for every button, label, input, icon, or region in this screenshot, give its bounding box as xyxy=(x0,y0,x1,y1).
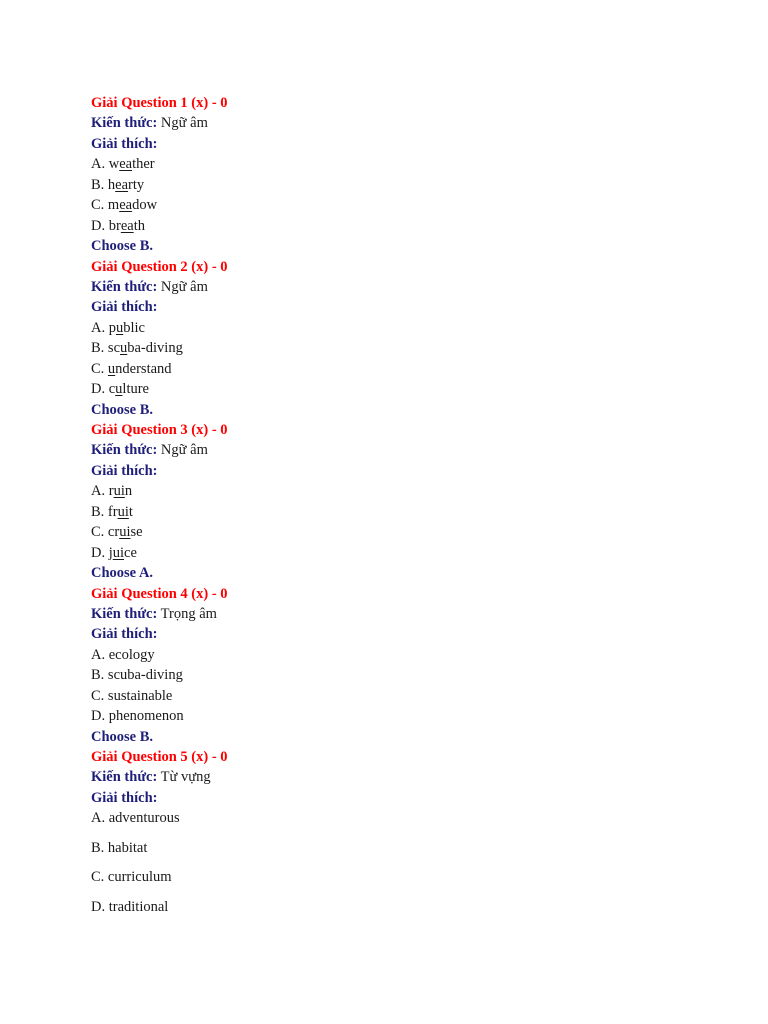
option-text: C. sustainable xyxy=(91,687,173,704)
answer-option xyxy=(91,867,691,897)
question-title: Giải Question 4 (x) - 0 xyxy=(91,585,228,602)
option-text-rest: nderstand xyxy=(115,360,172,377)
answer-option xyxy=(91,175,691,195)
underlined-letters: ea xyxy=(115,176,129,193)
answer-option xyxy=(91,154,691,174)
underlined-letters: u xyxy=(107,360,116,377)
option-text: A. w xyxy=(91,156,120,173)
explain-label: Giải thích: xyxy=(91,299,158,316)
option-text-rest: blic xyxy=(123,319,145,336)
option-text: A. p xyxy=(91,319,116,336)
option-text-rest: n xyxy=(124,483,133,500)
option-text: B. sc xyxy=(91,340,120,357)
option-text-rest: th xyxy=(133,217,145,234)
underlined-letters: ui xyxy=(112,544,125,561)
question-block xyxy=(91,93,691,257)
answer-option xyxy=(91,195,691,215)
option-text: B. scuba-diving xyxy=(91,667,183,684)
option-text-rest: dow xyxy=(132,197,158,214)
underlined-letters: ui xyxy=(119,524,131,541)
answer-option xyxy=(91,502,691,522)
option-text: D. c xyxy=(91,381,116,398)
knowledge-value: Ngữ âm xyxy=(160,442,208,459)
answer-option xyxy=(91,216,691,236)
document-body xyxy=(91,93,691,926)
option-text: C. xyxy=(91,360,108,377)
option-text-rest: t xyxy=(128,503,133,520)
answer-option xyxy=(91,318,691,338)
knowledge-label: Kiến thức: xyxy=(91,115,158,132)
option-text: D. traditional xyxy=(91,898,169,915)
question-block xyxy=(91,420,691,584)
option-text-rest: se xyxy=(130,524,143,541)
answer-option xyxy=(91,543,691,563)
option-text-rest: ther xyxy=(132,156,155,173)
option-text-rest: ce xyxy=(124,544,137,561)
answer-option xyxy=(91,706,691,726)
answer-option xyxy=(91,481,691,501)
option-text: A. adventurous xyxy=(91,810,180,827)
underlined-letters: ui xyxy=(113,483,125,500)
option-text: B. fr xyxy=(91,503,118,520)
underlined-letters: ui xyxy=(117,503,129,520)
knowledge-value: Ngữ âm xyxy=(160,278,208,295)
knowledge-value: Trọng âm xyxy=(160,605,217,622)
question-title: Giải Question 1 (x) - 0 xyxy=(91,95,228,111)
answer-option xyxy=(91,897,691,927)
knowledge-label: Kiến thức: xyxy=(91,605,158,622)
explain-label: Giải thích: xyxy=(91,626,158,643)
answer-choice: Choose B. xyxy=(91,238,154,255)
knowledge-label: Kiến thức: xyxy=(91,278,158,295)
question-block xyxy=(91,584,691,748)
option-text: A. ecology xyxy=(91,646,155,663)
answer-option xyxy=(91,838,691,868)
knowledge-value: Từ vựng xyxy=(160,769,211,786)
underlined-letters: u xyxy=(115,319,124,336)
option-text: D. j xyxy=(91,544,113,561)
answer-option xyxy=(91,379,691,399)
option-text-rest: lture xyxy=(122,381,149,398)
knowledge-label: Kiến thức: xyxy=(91,442,158,459)
option-text: D. br xyxy=(91,217,121,234)
option-text-rest: ba-diving xyxy=(127,340,183,357)
option-text: B. habitat xyxy=(91,839,148,856)
answer-option xyxy=(91,359,691,379)
answer-option xyxy=(91,522,691,542)
option-text: B. h xyxy=(91,176,116,193)
question-title: Giải Question 3 (x) - 0 xyxy=(91,422,228,438)
question-title: Giải Question 5 (x) - 0 xyxy=(91,749,228,765)
option-text: C. m xyxy=(91,197,120,214)
answer-option xyxy=(91,665,691,685)
knowledge-line xyxy=(91,604,691,624)
answer-choice: Choose A. xyxy=(91,565,154,582)
underlined-letters: ea xyxy=(119,156,133,173)
underlined-letters: u xyxy=(115,381,123,398)
explain-label: Giải thích: xyxy=(91,789,158,806)
explain-label: Giải thích: xyxy=(91,135,158,152)
question-block xyxy=(91,257,691,421)
answer-choice: Choose B. xyxy=(91,401,154,418)
option-text: A. r xyxy=(91,483,114,500)
answer-option xyxy=(91,686,691,706)
question-block xyxy=(91,747,691,926)
answer-option xyxy=(91,645,691,665)
option-text: C. cr xyxy=(91,524,120,541)
knowledge-label: Kiến thức: xyxy=(91,769,158,786)
knowledge-line xyxy=(91,113,691,133)
knowledge-line xyxy=(91,767,691,787)
answer-choice: Choose B. xyxy=(91,728,154,745)
underlined-letters: ea xyxy=(120,217,134,234)
answer-option xyxy=(91,338,691,358)
question-title: Giải Question 2 (x) - 0 xyxy=(91,258,228,275)
option-text: D. phenomenon xyxy=(91,708,184,725)
option-text: C. curriculum xyxy=(91,869,172,886)
answer-option xyxy=(91,808,691,838)
knowledge-line xyxy=(91,277,691,297)
underlined-letters: ea xyxy=(119,197,133,214)
option-text-rest: rty xyxy=(128,176,145,193)
explain-label: Giải thích: xyxy=(91,462,158,479)
knowledge-value: Ngữ âm xyxy=(160,115,208,132)
underlined-letters: u xyxy=(120,340,128,357)
knowledge-line xyxy=(91,440,691,460)
